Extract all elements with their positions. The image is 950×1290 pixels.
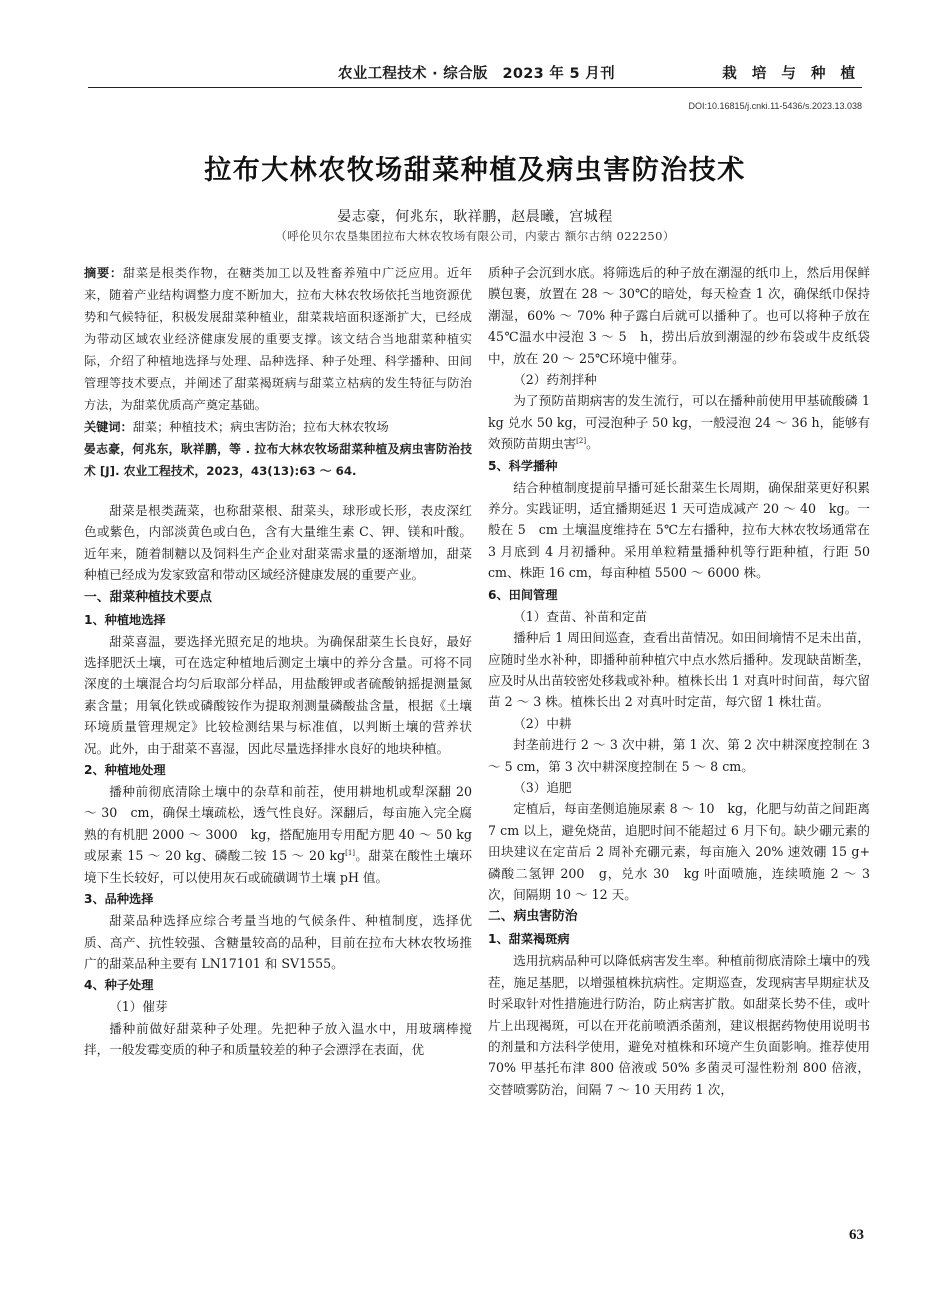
subsection-heading: 4、种子处理	[84, 978, 154, 993]
affiliation: （呼伦贝尔农垦集团拉布大林农牧场有限公司，内蒙古 额尔古纳 022250）	[275, 229, 675, 243]
page-number: 63	[849, 1227, 864, 1243]
section-heading: 二、病虫害防治	[488, 909, 578, 925]
section-name: 栽 培 与 种 植	[722, 66, 860, 82]
sub-subsection-heading: （1）查苗、补苗和定苗	[513, 608, 648, 624]
doi: DOI:10.16815/j.cnki.11-5436/s.2023.13.038	[688, 101, 862, 111]
left-column	[84, 262, 472, 1061]
paragraph: 结合种植制度提前早播可延长甜菜生长周期，确保甜菜更好积累养分。实践证明，适宜播期延迟 1 天可造成减产 20 ～ 40 kg。一般在 5 cm 土壤温度维持在 5℃左右播种，拉布大林农牧场通常在 3 月底到 4 月初播种。采用单粒精量播种机等行距种植，行距 50 cm、株距 16 cm，每亩种植 5500 ～ 6000 株。	[488, 479, 870, 581]
sub-subsection-heading: （3）追肥	[513, 779, 572, 795]
article-title: 拉布大林农牧场甜菜种植及病虫害防治技术	[204, 155, 746, 186]
intro-paragraph: 甜菜是根类蔬菜，也称甜菜根、甜菜头，球形或长形，表皮深红色或紫色，内部淡黄色或白色，含有大量维生素 C、钾、镁和叶酸。近年来，随着制糖以及饲料生产企业对甜菜需求量的逐渐增加，甜菜种植已经成为发家致富和带动区域经济健康发展的重要产业。	[84, 503, 472, 583]
subsection-heading: 1、甜菜褐斑病	[488, 932, 570, 947]
subsection-heading: 2、种植地处理	[84, 763, 166, 778]
paragraph	[488, 390, 870, 454]
reference-mark: [2]	[576, 437, 587, 446]
sub-subsection-heading: （1）催芽	[109, 999, 168, 1015]
paragraph: 播种前做好甜菜种子处理。先把种子放入温水中，用玻璃棒搅拌，一般发霉变质的种子和质量较差的种子会漂浮在表面，优	[84, 1020, 472, 1058]
abstract-label: 摘要：	[84, 266, 123, 280]
citation: 晏志豪，何兆东，耿祥鹏，等 . 拉布大林农牧场甜菜种植及病虫害防治技术 [J]. 农业工程技术，2023，43(13):63 ～ 64.	[84, 442, 472, 478]
paragraph-continued: 质种子会沉到水底。将筛选后的种子放在潮湿的纸巾上，然后用保鲜膜包裹，放置在 28 ～ 30℃的暗处，每天检查 1 次，确保纸巾保持潮湿，60% ～ 70% 种子露白后就可以播种了。也可以将种子放在 45℃温水中浸泡 3 ～ 5 h，捞出后放到潮湿的纱布袋或牛皮纸袋中，放在 20 ～ 25℃环境中催芽。	[488, 265, 870, 366]
sub-subsection-heading: （2）药剂拌种	[513, 372, 597, 388]
subsection-heading: 6、田间管理	[488, 587, 558, 602]
running-header	[88, 58, 862, 88]
subsection-heading: 3、品种选择	[84, 892, 154, 907]
paragraph-text: 播种前彻底清除土壤中的杂草和前茬，使用耕地机或犁深翻 20 ～ 30 cm，确保土壤疏松，透气性良好。深翻后，每亩施入完全腐熟的有机肥 2000 ～ 3000 kg，搭配施用专用配方肥 40 ～ 50 kg 或尿素 15 ～ 20 kg、磷酸二铵 15 ～ 20 kg	[84, 784, 472, 864]
abstract-text: 甜菜是根类作物，在糖类加工以及牲畜养殖中广泛应用。近年来，随着产业结构调整力度不断加大，拉布大林农牧场依托当地资源优势和气候特征，积极发展甜菜种植业，甜菜栽培面积逐渐扩大，已经成为带动区域农业经济健康发展的重要支撑。该文结合当地甜菜种植实际，介绍了种植地选择与处理、品种选择、种子处理、科学播种、田间管理等技术要点，并阐述了甜菜褐斑病与甜菜立枯病的发生特征与防治方法，为甜菜优质高产奠定基础。	[84, 266, 473, 412]
abstract	[84, 262, 472, 416]
reference-mark: [1]	[345, 849, 356, 858]
keywords-text: 甜菜；种植技术；病虫害防治；拉布大林农牧场	[132, 420, 389, 434]
paragraph: 封垄前进行 2 ～ 3 次中耕，第 1 次、第 2 次中耕深度控制在 3 ～ 5 cm，第 3 次中耕深度控制在 5 ～ 8 cm。	[488, 737, 870, 774]
paragraph: 选用抗病品种可以降低病害发生率。种植前彻底清除土壤中的残茬，施足基肥，以增强植株抗病性。定期巡查，发现病害早期症状及时采取针对性措施进行防治，防止病害扩散。如甜菜长势不佳，或叶片上出现褐斑，可以在开花前喷洒杀菌剂，建议根据药物使用说明书的剂量和方法科学使用，避免对植株和环境产生负面影响。推荐使用 70% 甲基托布津 800 倍液或 50% 多菌灵可湿性粉剂 800 倍液，交替喷雾防治，间隔 7 ～ 10 天用药 1 次，	[488, 953, 870, 1097]
authors: 晏志豪，何兆东，耿祥鹏，赵晨曦，宫城程	[337, 209, 613, 225]
keywords	[84, 416, 472, 438]
paragraph-text: 。	[586, 436, 599, 452]
paragraph: 甜菜品种选择应综合考量当地的气候条件、种植制度，选择优质、高产、抗性较强、含糖量较高的品种，目前在拉布大林农牧场推广的甜菜品种主要有 LN17101 和 SV1555。	[84, 913, 472, 971]
paragraph	[84, 781, 472, 888]
right-column	[488, 262, 870, 1100]
journal-name: 农业工程技术 · 综合版 2023 年 5 月刊	[338, 66, 615, 82]
subsection-heading: 5、科学播种	[488, 458, 558, 473]
spacer	[84, 482, 472, 500]
paragraph: 播种后 1 周田间巡查，查看出苗情况。如田间墒情不足未出苗，应随时坐水补种，即播种前种植穴中点水然后播种。发现缺苗断垄，应及时从出苗较密处移栽或补种。植株长出 1 对真叶时间苗，每穴留苗 2 ～ 3 株。植株长出 2 对真叶时定苗，每穴留 1 株壮苗。	[488, 630, 870, 710]
subsection-heading: 1、种植地选择	[84, 612, 166, 627]
paragraph: 甜菜喜温，要选择光照充足的地块。为确保甜菜生长良好，最好选择肥沃土壤，可在选定种植地后测定土壤中的养分含量。可将不同深度的土壤混合均匀后取部分样品，用盐酸钾或者硫酸钠摇提测量氮素含量；用氧化铁或磷酸铵作为提取剂测量磷酸盐含量，根据《土壤环境质量管理规定》比较检测结果与标准值，以判断土壤的营养状况。此外，由于甜菜不喜湿，因此尽量选择排水良好的地块种植。	[84, 633, 472, 756]
paragraph-text: 。甜菜在酸性土壤环境下生长较好，可以使用灰石或硫磺调节土壤 pH 值。	[84, 848, 473, 885]
section-heading: 一、甜菜种植技术要点	[84, 589, 212, 605]
paragraph: 定植后，每亩垄侧追施尿素 8 ～ 10 kg，化肥与幼苗之间距离 7 cm 以上，避免烧苗，追肥时间不能超过 6 月下旬。缺少硼元素的田块建议在定苗后 2 周补充硼元素，每亩施入 20% 速效硼 15 g+ 磷酸二氢钾 200 g，兑水 30 kg 叶面喷施，连续喷施 2 ～ 3 次，间隔期 10 ～ 12 天。	[488, 801, 870, 902]
sub-subsection-heading: （2）中耕	[513, 715, 572, 731]
keywords-label: 关键词：	[84, 420, 133, 434]
paragraph-text: 为了预防苗期病害的发生流行，可以在播种前使用甲基硫酸磷 1 kg 兑水 50 kg，可浸泡种子 50 kg，一般浸泡 24 ～ 36 h，能够有效预防苗期虫害	[488, 393, 871, 452]
